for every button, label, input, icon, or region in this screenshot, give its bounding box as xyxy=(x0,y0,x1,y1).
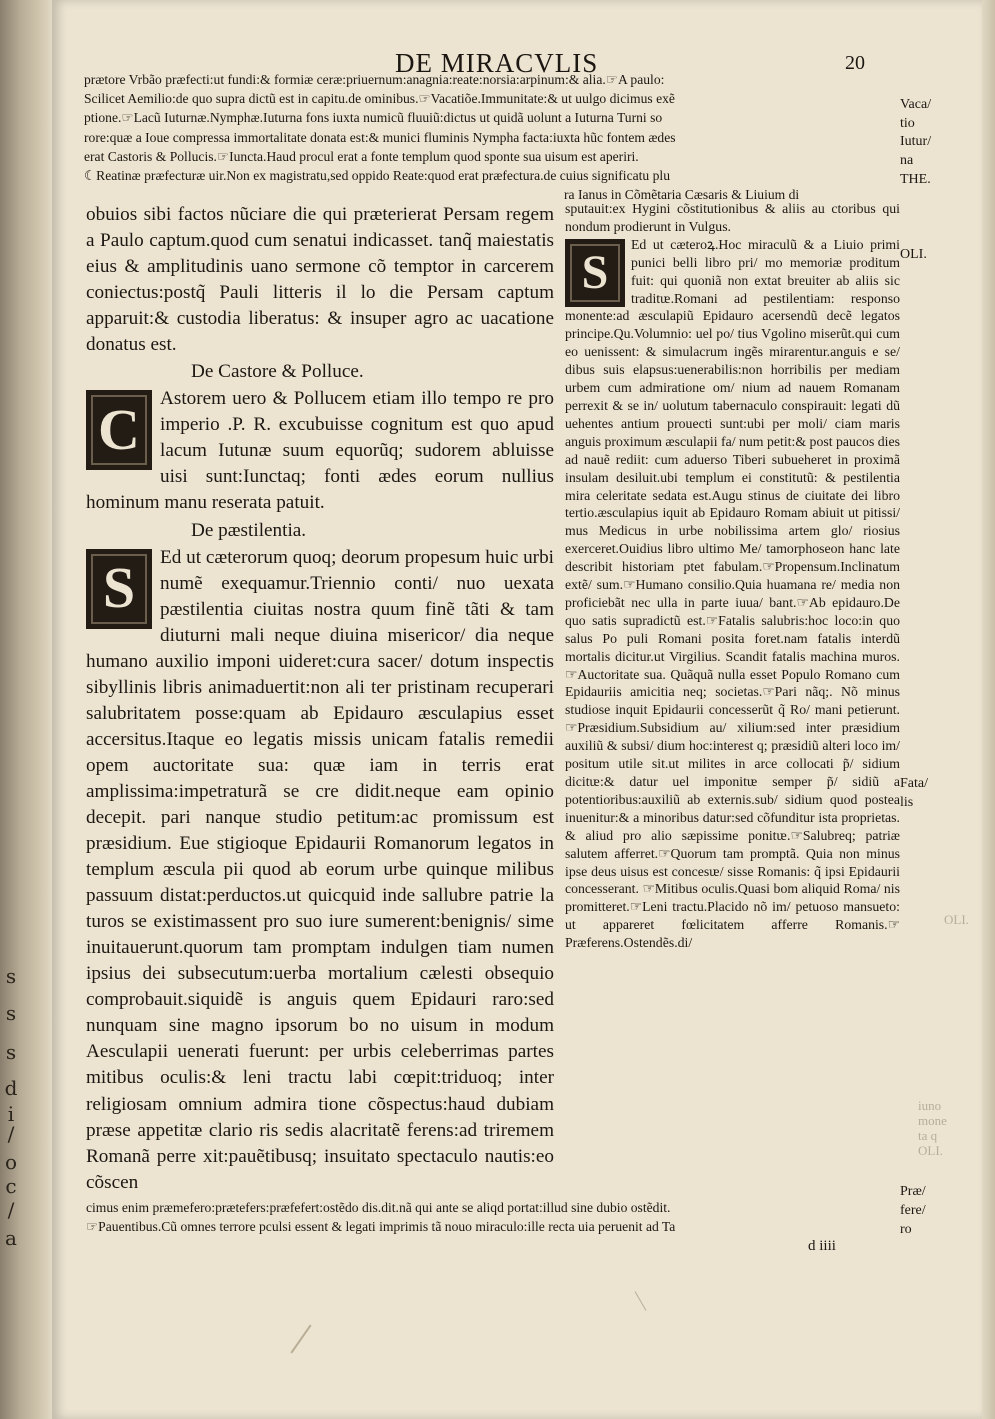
commentary-line: ra Ianus in Cõmẽtaria Cæsaris & Liuium di xyxy=(564,187,800,203)
stub-glyph: s xyxy=(5,1040,17,1064)
stub-glyph: / xyxy=(7,1122,15,1146)
stub-glyph: i xyxy=(7,1102,15,1126)
commentary-line: rore:quæ a Ioue compressa immortalitate donata est:& munici fluminis Nympha facta:iuxta hũc fontem ædes xyxy=(84,129,676,145)
stub-glyph: / xyxy=(7,1198,15,1222)
main-text-column xyxy=(86,202,554,1196)
stub-glyph: s xyxy=(5,964,17,988)
main-paragraph: Astorem uero & Pollucem etiam illo tempo re pro imperio .P. R. excubuisse cognitum est quo apud lacum Iutunæ suum equorũq; sudorem abluisse uisi sunt:Iunctaq; fonti ædes eorum nullius hominum manu reserata patuit. xyxy=(86,388,554,514)
page-edge xyxy=(982,0,995,1419)
commentary-line: Scilicet Aemilio:de quo supra dictũ est in capitu.de ominibus.☞Vacatiõe.Immunitate:& ut uulgo dicimus exẽ xyxy=(84,91,675,107)
section-heading: De pæstilentia. xyxy=(191,519,307,541)
margin-note-vacatio: Vaca/ tio xyxy=(900,97,932,131)
commentary-line: ☞Pauentibus.Cũ omnes terrore pculsi essent & legati imprimis tã nouo miraculo:ille recta uia peruenit ad Ta xyxy=(86,1218,676,1234)
main-paragraph: obuios sibi factos nũciare die qui præterierat Persam regem a Paulo captum.quod cum senatui indicasset. tanq̃ maiestatis eius & amplitudinis uano sermone cõ temptor in carcerem coniectus:postq̃ Pauli litteris il lo die Persam captum apparuit:& custodia liberatus: & insuper agro ac uacatione donatus est. xyxy=(86,204,554,356)
signature-mark: d iiii xyxy=(808,1238,836,1254)
commentary-bottom xyxy=(86,1199,896,1237)
decorated-initial: C xyxy=(86,390,152,470)
decorated-initial: S xyxy=(86,549,152,629)
decorated-initial: S xyxy=(565,239,625,307)
folio-number: 20 xyxy=(845,52,865,74)
commentary-line: ptione.☞Lacũ Iuturnæ.Nymphæ.Iuturna fons iuxta numicũ fluuiũ:dictus ut quidã uolunt a Iuturna Turni so xyxy=(84,110,663,126)
stub-glyph: o xyxy=(4,1150,18,1174)
stub-glyph: a xyxy=(5,1226,17,1250)
commentary-top xyxy=(84,70,896,204)
margin-note-oli: OLI. xyxy=(900,247,927,262)
stub-glyph: c xyxy=(5,1174,17,1198)
margin-note-iuturna: Iutur/ na xyxy=(900,134,932,168)
stub-glyph: s xyxy=(5,1001,17,1025)
margin-note-praefero: Præ/ fere/ ro xyxy=(900,1184,926,1237)
section-heading: De Castore & Polluce. xyxy=(191,361,364,383)
commentary-paragraph: Ed ut cæteroꝝ.Hoc miraculũ & a Liuio primi punici belli libro pri/ mo memoriæ proditum fuit: qui quoniã non extat breuiter ab aliis sic traditᵫ.Romani ad pestilentiam: responso monente:ad æsculapiũ Epidauro acersendũ decẽ legatos principe.Qu.Volumnio: uel po/ tius Vgolino miserũt.qui cum eo uenissent: & simulacrum ingẽs mirarentur.anguis e se/ dibus suis elapsus:uenerabilis:non horribilis per mediam urbem cum admiratione om/ nium ad nauem Romanam perrexit & se in/ uolutum tabernaculo conspirauit: legati dũ uehentes antium prouecti sunt:ubi per moli/ ciam maris anguis proximum æsculapii fa/ num petit:& post paucos dies ad nauẽ rediit: cum aduerso Tiberi subueheret in proximã insulam desiluit.ubi templum ei constitutũ: & pestilentia mira celeritate sedata est.Augu stinus de ciuitate dei libro tertio.æsculapius iquit ab Epidauro Romam abiuit ut pitissi/ mus Medicus in urbe nobilissima artem glo/ riosius exerceret.Ouidius libro ultimo Me/ tamorphoseon hanc late describit historiam ptet fabulam.☞Propensum.Inclinatum extẽ/ sum.☞Humano consilio.Quia huamana re/ media non proficiebãt nec ulla in parte iuua/ bant.☞Ab epidauro.De quo satis supradictũ est.☞Fatalis salubris:hoc loco:in quo salus Po puli Romani posita foret.nam fatalis interdũ mortalis dicitur.ut Virgilius. Scandit fatalis machina muros.☞Auctoritate sua. Quãquã nulla esset Populo Romano cum Epidauriis amicitia neq; societas.☞Pari nãq;. Nõ minus studiose inquit Epidaurii concesserũt q̃ Ro/ mani petierunt.☞Præsidium.Subsidium au/ xilium:sed inter præsidium auxiliũ & subsi/ dium hoc:interest q; præsidiũ alteri loco im/ positum utile sit.ut milites in arce collocati p̃/ sidium dicitᵫ:& datur uel imponitᵫ semper p̃/ sidiũ a potentioribus:auxiliũ ab externis.sub/ sidium quod postea inuenitur:& a minoribus datur:sed cõfunditur ista proprietas. & aliud pro alio sæpissime ponitᵫ.☞Salubreq; patriæ salutem afferret.☞Quorum tam promptã. Quia non minus ipse deus uisus est concesᵫ/ sisse Romanis: q̃ ipsi Epidaurii concesserant. ☞Mitibus oculis.Quasi bom aliquid Roma/ nis promitteret.☞Leni tractu.Placido nõ im/ petuoso mansueto: ut appareret fœlicitatem afferre Romanis.☞Præferens.Ostendẽs.di/ xyxy=(565,236,900,951)
bleed-through-text: OLI. xyxy=(944,912,969,927)
commentary-line: cimus enim præmefero:prætefers:præfefert:ostẽdo dis.dit.nã qui ante se aliqd portat:illud sine dubio ostẽdit. xyxy=(86,1200,671,1215)
commentary-paragraph: sputauit:ex Hygini cõstitutionibus & aliis au ctoribus qui nondum prodierunt in Vulgus. xyxy=(565,201,900,234)
commentary-line: ☾Reatinæ præfecturæ uir.Non ex magistratu,sed oppido Reate:quod erat præfectura.de cuius significatu plu xyxy=(84,168,670,184)
main-paragraph: Ed ut cæterorum quoq; deorum propesum huic urbi numẽ exequamur.Triennio conti/ nuo uexata pæstilentia ciuitas nostra quum finẽ tãti & tam diuturni mali neque diuina misericor/ dia neque humano auxilio imponi uideret:cura sacer/ dotum inspectis sibyllinis libris animaduertit:non ali ter pristinam recuperari salubritatem posse:quam ab Epidauro æsculapius esset accersitus.Itaque eo legatis missis unicam fatalis remedii opem auctoritate sua: quæ iam in terris erat amplissima:impetraturã se cre didit.neque eam opinio decepit. pari nanque studio petitum:ac promissum est præsidium. Eue stigioque Epidaurii Romanorum legatos in templum æscula pii quod ab eorum urbe quinque milibus passuum distat:perductos.ut quicquid inde sallubre patrie la turos se existimassent pro suo iure sumerent:benignis/ sime inuitauerunt.quorum tam promptam indulgen tiam numen ipsius dei subsecutum:uerba mortalium cælesti obsequio comprobauit.siquidẽ is anguis quem Epidauri raro:sed nunquam sine magno ipsorum bo no uisum in modum Aesculapii uenerati fuerunt: per urbis celeberrimas partes mitibus oculis:& leni tractu labi cœpit:triduoq; inter religiosam omnium admira tione cõspectus:haud dubiam præse appetitæ clario ris sedis alacritatẽ ferens:ad triremem Romanã perre xit:pauẽtibusq; insuitato spectaculo nautis:eo cõscen xyxy=(86,546,554,1193)
margin-note-fatalis: Fata/ lis xyxy=(900,776,928,810)
running-title: DE MIRACVLIS xyxy=(395,48,599,78)
stub-glyph: d xyxy=(4,1076,18,1100)
bleed-through-text: iuno mone ta q OLI. xyxy=(918,1098,947,1158)
margin-note-the: THE. xyxy=(900,172,931,187)
commentary-line: erat Castoris & Pollucis.☞Iuncta.Haud procul erat a fonte templum quod sponte sua uisum est aperiri. xyxy=(84,148,639,164)
commentary-right-column xyxy=(565,200,900,952)
commentary-line: prætore Vrbão præfecti:ut fundi:& formiæ ceræ:priuernum:anagnia:reate:norsia:arpinum:& alia.☞A paulo: xyxy=(84,72,665,87)
